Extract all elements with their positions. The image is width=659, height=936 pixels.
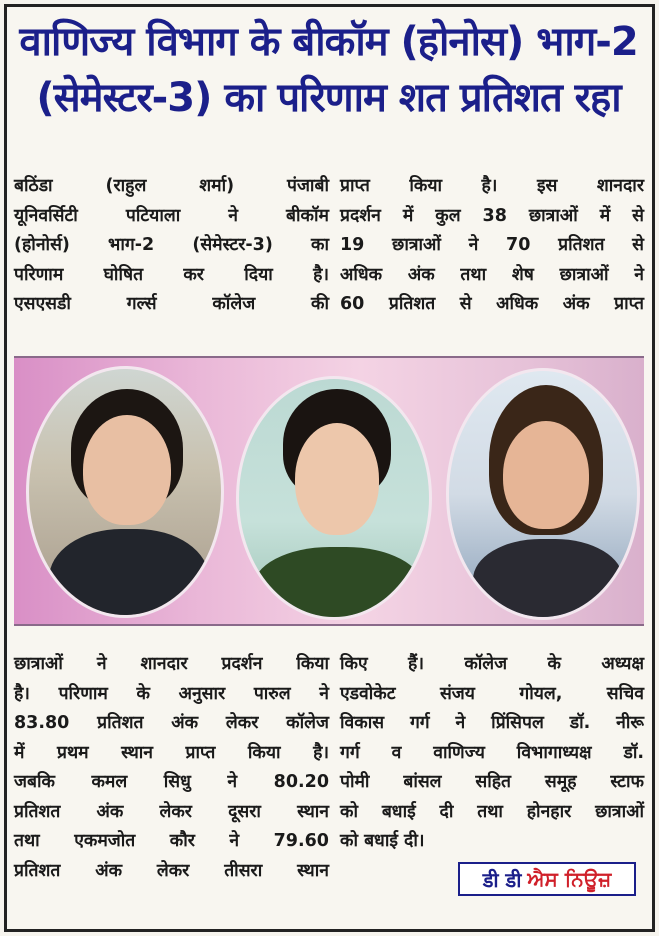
logo-text-punjabi: ਐਸ ਨਿਊਜ਼ [527,867,612,891]
text-line: यूनिवर्सिटी पटियाला ने बीकॉम [14,205,329,226]
text-line: को बधाई दी तथा होनहार छात्राओं [340,801,644,822]
text-line: 19 छात्राओं ने 70 प्रतिशत से [340,235,644,255]
text-line: 60 प्रतिशत से अधिक अंक प्राप्त [340,294,644,314]
text-line: है। परिणाम के अनुसार पारुल ने [14,683,329,704]
text-line: छात्राओं ने शानदार प्रदर्शन किया [14,654,329,674]
student-photos [14,356,644,626]
text-line: गर्ग व वाणिज्य विभागाध्यक्ष डॉ. [340,742,644,763]
text-line: में प्रथम स्थान प्राप्त किया है। [14,742,329,763]
text-line: अधिक अंक तथा शेष छात्राओं ने [340,264,644,285]
text-line: किए हैं। कॉलेज के अध्यक्ष [340,654,644,674]
student-photo-1 [26,366,224,618]
text-line: को बधाई दी। [340,831,425,851]
text-line: प्रतिशत अंक लेकर दूसरा स्थान [14,801,329,822]
logo-text-hindi: डी डी [482,867,522,892]
text-line: एसएसडी गर्ल्स कॉलेज की [14,294,329,314]
text-line: बठिंडा (राहुल शर्मा) पंजाबी [14,176,329,196]
text-line: प्रदर्शन में कुल 38 छात्राओं में से [340,205,644,226]
news-logo [458,862,636,896]
text-line: जबकि कमल सिधु ने 80.20 [14,772,329,792]
text-line: प्रतिशत अंक लेकर तीसरा स्थान [14,860,329,881]
text-line: विकास गर्ग ने प्रिंसिपल डॉ. नीरू [340,713,644,733]
student-photo-2 [236,376,432,620]
text-line: प्राप्त किया है। इस शानदार [340,176,644,196]
text-line: (होनोर्स) भाग-2 (सेमेस्टर-3) का [14,235,329,255]
text-line: एडवोकेट संजय गोयल, सचिव [340,683,644,704]
headline-line-1: वाणिज्य विभाग के बीकॉम (होनोस) भाग-2 [19,19,638,65]
headline [10,14,647,126]
article-column-top-right [340,172,644,320]
student-photo-3 [446,368,640,620]
text-line: तथा एकमजोत कौर ने 79.60 [14,831,329,851]
text-line: परिणाम घोषित कर दिया है। [14,264,329,285]
article-column-bottom-right [340,650,644,857]
headline-line-2: (सेमेस्टर-3) का परिणाम शत प्रतिशत रहा [36,75,621,121]
article-column-bottom-left [14,650,329,886]
text-line: पोमी बांसल सहित समूह स्टाफ [340,772,644,792]
article-column-top-left [14,172,329,320]
text-line: 83.80 प्रतिशत अंक लेकर कॉलेज [14,713,329,733]
